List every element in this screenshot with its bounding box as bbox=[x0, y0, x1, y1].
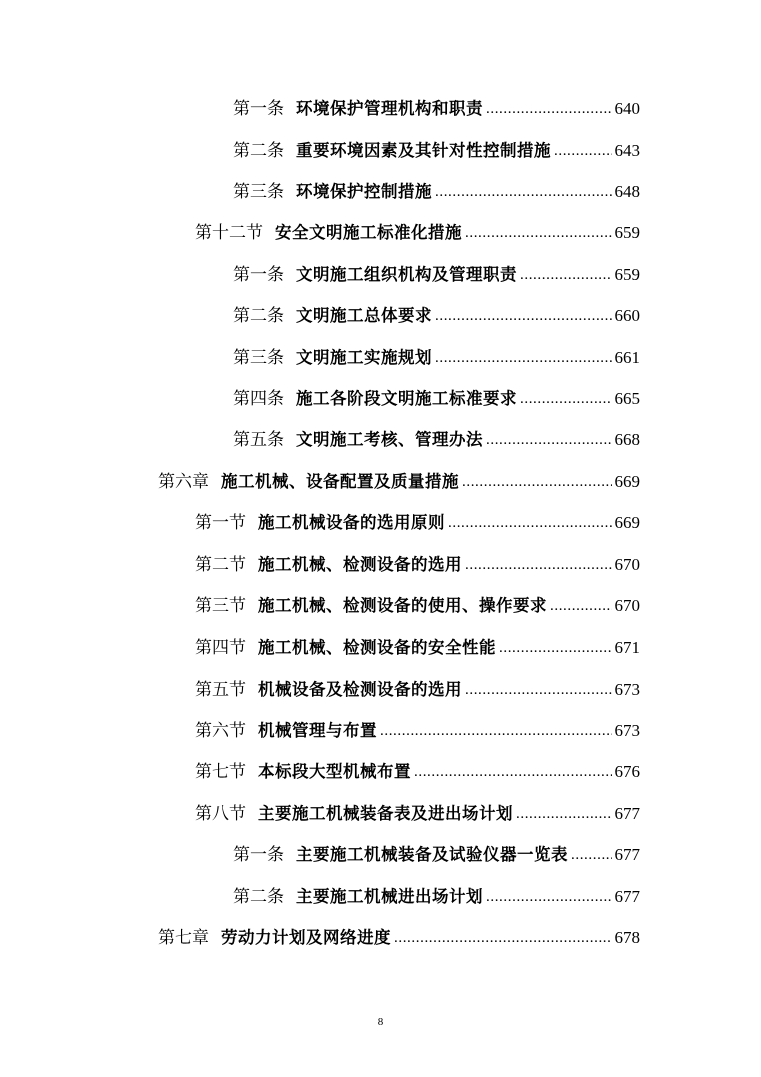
toc-leader-dots bbox=[516, 799, 612, 829]
toc-leader-dots bbox=[550, 591, 612, 621]
toc-entry-title: 本标段大型机械布置 bbox=[258, 762, 411, 781]
toc-entry-title: 施工机械、检测设备的安全性能 bbox=[258, 638, 496, 657]
toc-entry[interactable] bbox=[233, 136, 640, 166]
toc-entry[interactable] bbox=[233, 384, 640, 414]
page-number: 8 bbox=[377, 1016, 384, 1028]
toc-entry-title: 环境保护控制措施 bbox=[296, 182, 432, 201]
toc-entry[interactable] bbox=[195, 550, 640, 580]
toc-entry-title: 劳动力计划及网络进度 bbox=[221, 928, 391, 947]
toc-entry[interactable] bbox=[233, 882, 640, 912]
toc-entry[interactable] bbox=[233, 425, 640, 455]
toc-entry-page: 677 bbox=[614, 804, 640, 823]
toc-leader-dots bbox=[520, 384, 612, 414]
toc-leader-dots bbox=[486, 882, 612, 912]
toc-leader-dots bbox=[465, 218, 612, 248]
toc-leader-dots bbox=[435, 301, 612, 331]
toc-entry[interactable] bbox=[195, 218, 640, 248]
toc-entry[interactable] bbox=[233, 177, 640, 207]
toc-entry-page: 643 bbox=[614, 141, 640, 160]
toc-entry[interactable] bbox=[233, 343, 640, 373]
toc-entry-number: 第八节 bbox=[195, 804, 246, 824]
toc-entry-title: 主要施工机械进出场计划 bbox=[296, 887, 483, 906]
toc-entry-page: 677 bbox=[614, 845, 640, 864]
toc-entry-title: 文明施工总体要求 bbox=[296, 306, 432, 325]
toc-entry[interactable] bbox=[233, 94, 640, 124]
toc-entry-page: 671 bbox=[614, 638, 640, 657]
toc-entry-number: 第二条 bbox=[233, 887, 284, 907]
toc-entry[interactable] bbox=[195, 591, 640, 621]
toc-entry[interactable] bbox=[195, 757, 640, 787]
toc-entry-page: 669 bbox=[614, 472, 640, 491]
toc-entry-title: 环境保护管理机构和职责 bbox=[296, 99, 483, 118]
toc-entry-title: 文明施工组织机构及管理职责 bbox=[296, 265, 517, 284]
toc-entry[interactable] bbox=[195, 675, 640, 705]
toc-entry[interactable] bbox=[233, 301, 640, 331]
toc-leader-dots bbox=[486, 425, 612, 455]
toc-entry[interactable] bbox=[233, 840, 640, 870]
toc-entry-number: 第一条 bbox=[233, 845, 284, 865]
toc-entry-title: 机械设备及检测设备的选用 bbox=[258, 680, 462, 699]
toc-entry[interactable] bbox=[195, 716, 640, 746]
toc-entry-page: 640 bbox=[614, 99, 640, 118]
toc-entry-number: 第七节 bbox=[195, 762, 246, 782]
toc-entry[interactable] bbox=[195, 799, 640, 829]
toc-entry-number: 第一条 bbox=[233, 265, 284, 285]
toc-entry-page: 670 bbox=[614, 596, 640, 615]
toc-entry-title: 主要施工机械装备表及进出场计划 bbox=[258, 804, 513, 823]
toc-entry-title: 重要环境因素及其针对性控制措施 bbox=[296, 141, 551, 160]
toc-leader-dots bbox=[394, 923, 612, 953]
toc-leader-dots bbox=[571, 840, 612, 870]
toc-leader-dots bbox=[465, 550, 612, 580]
toc-entry-number: 第二节 bbox=[195, 555, 246, 575]
toc-entry-number: 第六节 bbox=[195, 721, 246, 741]
toc-leader-dots bbox=[380, 716, 612, 746]
toc-entry[interactable] bbox=[195, 633, 640, 663]
toc-entry-number: 第十二节 bbox=[195, 223, 263, 243]
toc-leader-dots bbox=[435, 177, 612, 207]
toc-entry-title: 施工机械、检测设备的选用 bbox=[258, 555, 462, 574]
toc-leader-dots bbox=[462, 467, 612, 497]
toc-leader-dots bbox=[465, 675, 612, 705]
toc-entry-title: 文明施工考核、管理办法 bbox=[296, 430, 483, 449]
toc-entry-page: 659 bbox=[614, 265, 640, 284]
toc-entry-number: 第七章 bbox=[158, 928, 209, 948]
toc-entry-page: 668 bbox=[614, 430, 640, 449]
toc-leader-dots bbox=[499, 633, 612, 663]
toc-entry-page: 661 bbox=[614, 348, 640, 367]
toc-entry-number: 第一条 bbox=[233, 99, 284, 119]
toc-leader-dots bbox=[435, 343, 612, 373]
toc-entry-page: 670 bbox=[614, 555, 640, 574]
toc-entry-page: 676 bbox=[614, 762, 640, 781]
toc-entry-number: 第三条 bbox=[233, 182, 284, 202]
toc-entry-number: 第四节 bbox=[195, 638, 246, 658]
toc-entry-title: 施工各阶段文明施工标准要求 bbox=[296, 389, 517, 408]
toc-entry-page: 648 bbox=[614, 182, 640, 201]
toc-entry-number: 第五条 bbox=[233, 430, 284, 450]
toc-entry[interactable] bbox=[158, 923, 640, 953]
toc-entry-page: 677 bbox=[614, 887, 640, 906]
toc-entry-number: 第二条 bbox=[233, 306, 284, 326]
toc-entry-number: 第三节 bbox=[195, 596, 246, 616]
toc-entry-title: 施工机械、检测设备的使用、操作要求 bbox=[258, 596, 547, 615]
toc-entry-page: 669 bbox=[614, 513, 640, 532]
toc-entry-page: 673 bbox=[614, 680, 640, 699]
toc-entry-title: 文明施工实施规划 bbox=[296, 348, 432, 367]
toc-entry-title: 主要施工机械装备及试验仪器一览表 bbox=[296, 845, 568, 864]
toc-leader-dots bbox=[448, 508, 612, 538]
toc-entry-page: 665 bbox=[614, 389, 640, 408]
toc-entry-page: 673 bbox=[614, 721, 640, 740]
toc-entry-title: 机械管理与布置 bbox=[258, 721, 377, 740]
toc-entry-number: 第六章 bbox=[158, 472, 209, 492]
toc-entry-title: 施工机械设备的选用原则 bbox=[258, 513, 445, 532]
toc-leader-dots bbox=[486, 94, 612, 124]
toc-entry-page: 660 bbox=[614, 306, 640, 325]
toc-entry-number: 第一节 bbox=[195, 513, 246, 533]
toc-entry-number: 第二条 bbox=[233, 141, 284, 161]
toc-entry-number: 第五节 bbox=[195, 680, 246, 700]
toc-entry[interactable] bbox=[233, 260, 640, 290]
toc-leader-dots bbox=[520, 260, 612, 290]
toc-entry[interactable] bbox=[158, 467, 640, 497]
toc-entry-page: 659 bbox=[614, 223, 640, 242]
toc-entry-number: 第三条 bbox=[233, 348, 284, 368]
toc-leader-dots bbox=[414, 757, 612, 787]
toc-entry-title: 安全文明施工标准化措施 bbox=[275, 223, 462, 242]
toc-leader-dots bbox=[554, 136, 612, 166]
toc-entry[interactable] bbox=[195, 508, 640, 538]
toc-entry-title: 施工机械、设备配置及质量措施 bbox=[221, 472, 459, 491]
toc-entry-number: 第四条 bbox=[233, 389, 284, 409]
toc-entry-page: 678 bbox=[614, 928, 640, 947]
